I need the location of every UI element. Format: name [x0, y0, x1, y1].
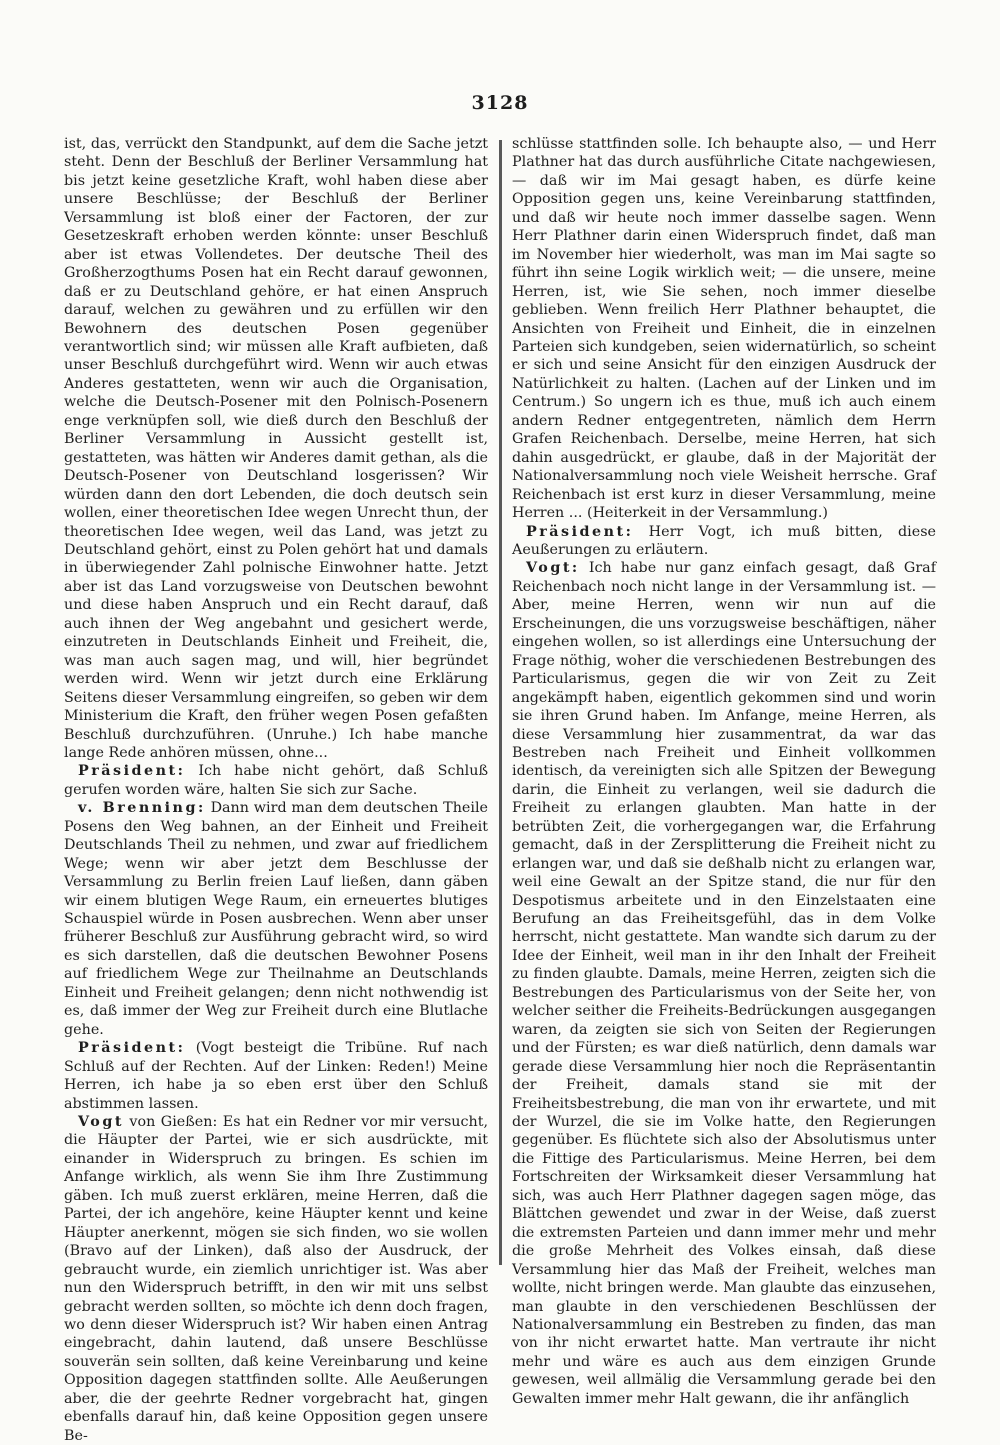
- speaker-name: Präsident:: [526, 523, 634, 540]
- right-column: [512, 135, 937, 1407]
- paragraph: [512, 559, 936, 1408]
- column-divider: [499, 140, 502, 1265]
- paragraph-text: von Gießen: Es hat ein Redner vor mir versucht, die Häupter der Partei, wie er sich ausdrückte, mit einander in Widerspruch zu bringen. Es schien im Anfange wirklich, als wenn Sie ihm Ihre Zustimmung gäben. Ich muß zuerst erklären, meine Herren, daß die Partei, der ich angehöre, keine Häupter kennt und keine Häupter anerkennt, mögen sie sich finden, wo sie wollen (Bravo auf der Linken), daß also der Ausdruck, der gebraucht wurde, ein ziemlich unrichtiger ist. Was aber nun den Widerspruch betrifft, in den wir mit uns selbst gebracht werden sollten, so möchte ich denn doch fragen, wo denn dieser Widerspruch ist? Wir haben einen Antrag eingebracht, dahin lautend, daß unsere Beschlüsse souverän sein sollten, daß keine Vereinbarung und keine Opposition dagegen stattfinden sollte. Alle Aeußerungen aber, die der geehrte Redner vorgebracht hat, gingen ebenfalls darauf hin, daß keine Opposition gegen unsere Be-: [64, 1114, 489, 1444]
- speaker-name: Präsident:: [78, 1040, 186, 1057]
- paragraph-text: Dann wird man dem deutschen Theile Posens den Weg bahnen, an der Einheit und Freiheit Deutschlands Theil zu nehmen, und zwar auf friedlichem Wege; wenn wir aber jetzt dem Beschlusse der Versammlung zu Berlin freien Lauf ließen, dann gäben wir einem blutigen Wege Raum, ein erneuertes blutiges Schauspiel würde in Posen ausbrechen. Wenn aber unser früherer Beschluß zur Ausführung gebracht wird, so wird es sich darstellen, daß die deutschen Bewohner Posens auf friedlichem Wege zur Theilnahme an Deutschlands Einheit und Freiheit gelangen; denn nicht nothwendig ist es, daß immer der Weg zur Freiheit durch eine Blutlache gehe.: [64, 800, 488, 1038]
- paragraph-text: schlüsse stattfinden solle. Ich behaupte also, — und Herr Plathner hat das durch ausführliche Citate nachgewiesen, — daß wir im Mai gesagt haben, es dürfe keine Opposition gegen uns, keine Vereinbarung stattfinden, und daß wir heute noch immer dasselbe sagen. Wenn Herr Plathner darin einen Widerspruch findet, daß man im November hier wiederholt, was man im Mai sagte so führt ihn seine Logik wirklich weit; — die unsere, meine Herren, ist, wie Sie sehen, noch immer dieselbe geblieben. Wenn freilich Herr Plathner behauptet, die Ansichten von Freiheit und Einheit, die in einzelnen Parteien sich kundgeben, seien widernatürlich, so scheint er sich und seine Ansicht für den einzigen Ausdruck der Natürlichkeit zu halten. (Lachen auf der Linken und im Centrum.) So ungern ich es thue, muß ich auch einem andern Redner entgegentreten, nämlich dem Herrn Grafen Reichenbach. Derselbe, meine Herren, hat sich dahin ausgedrückt, er glaube, daß in der Majorität der Nationalversammlung noch viele Weisheit herrsche. Graf Reichenbach ist erst kurz in dieser Versammlung, meine Herren ... (Heiterkeit in der Versammlung.): [512, 136, 936, 522]
- paragraph: [64, 1113, 488, 1445]
- page-number: 3128: [471, 92, 529, 114]
- speaker-name: Präsident:: [78, 763, 186, 780]
- paragraph-text: (Vogt besteigt die Tribüne. Ruf nach Schluß auf der Rechten. Auf der Linken: Reden!) Meine Herren, ich habe ja so eben erst über den Schluß abstimmen lassen.: [64, 1040, 488, 1112]
- speaker-name: Vogt:: [526, 560, 580, 577]
- left-column: [64, 135, 489, 1444]
- speaker-name: v. Brenning:: [78, 800, 206, 817]
- paragraph: [512, 523, 936, 560]
- paragraph-text: Ich habe nicht gehört, daß Schluß gerufen worden wäre, halten Sie sich zur Sache.: [64, 763, 488, 798]
- paragraph-text: Herr Vogt, ich muß bitten, diese Aeußerungen zu erläutern.: [512, 523, 937, 558]
- paragraph: [64, 799, 488, 1039]
- paragraph-text: Ich habe nur ganz einfach gesagt, daß Graf Reichenbach noch nicht lange in der Versammlung ist. — Aber, meine Herren, wenn wir nun auf die Erscheinungen, die uns vorzugsweise beschäftigen, näher eingehen wollen, so ist allerdings eine Untersuchung der Frage nöthig, woher die verschiedenen Bestrebungen des Particularismus, gegen die wir von Zeit zu Zeit angekämpft haben, eigentlich gekommen sind und worin sie ihren Grund haben. Im Anfange, meine Herren, als diese Versammlung hier zusammentrat, da war das Bestreben nach Freiheit und Einheit vollkommen identisch, da vereinigten sich alle Spitzen der Bewegung darin, die Einheit zu verlangen, weil sie dadurch die Freiheit zu erlangen glaubten. Man hatte in der betrübten Zeit, die vorhergegangen war, die Erfahrung gemacht, daß in der Zersplitterung die Freiheit nicht zu erlangen war, und daß sie deßhalb nicht zu erlangen war, weil eine Gewalt an der Spitze stand, die nur für den Despotismus arbeitete und in den Einzelstaaten eine Berufung an das Freiheitsgefühl, das in dem Volke herrscht, nicht gestattete. Man wandte sich darum zu der Idee der Einheit, weil man in ihr den Inhalt der Freiheit zu finden glaubte. Damals, meine Herren, zeigten sich die Bestrebungen des Particularismus von der Seite her, von welcher seither die Freiheits-Bedrückungen ausgegangen waren, da zeigten sie sich von Seiten der Regierungen und der Fürsten; es war dieß natürlich, denn damals war gerade diese Versammlung hier noch die Repräsentantin der Freiheit, damals stand sie mit der Freiheitsbestrebung, die man von ihr erwartete, und mit der Wurzel, die sie im Volke hatte, den Regierungen gegenüber. Es flüchtete sich also der Absolutismus unter die Fittige des Particularismus. Meine Herren, bei dem Fortschreiten der Wirksamkeit dieser Versammlung hat sich, was auch Herr Plathner dagegen sagen möge, das Blättchen gewendet und zwar in der Weise, daß zuerst die extremsten Parteien und dann immer mehr und mehr die große Mehrheit des Volkes einsah, daß diese Versammlung hier das Maß der Freiheit, welches man wollte, nicht bringen werde. Man glaubte das einzusehen, man glaubte in den verschiedenen Beschlüssen der Nationalversammlung ein Bestreben zu finden, das man von ihr nicht erwartet hatte. Man vertraute ihr nicht mehr und wäre es auch aus dem einzigen Grunde gewesen, weil allmälig die Versammlung gerade bei den Gewalten immer mehr Halt gewann, die ihr anfänglich: [512, 560, 937, 1407]
- paragraph: [64, 762, 488, 799]
- paragraph: [512, 135, 936, 523]
- paragraph: [64, 135, 488, 762]
- speaker-name: Vogt: [78, 1114, 124, 1131]
- paragraph: [64, 1039, 488, 1113]
- paragraph-text: ist, das, verrückt den Standpunkt, auf dem die Sache jetzt steht. Denn der Beschluß der Berliner Versammlung hat bis jetzt keine gesetzliche Kraft, wohl haben diese aber unsere Beschlüsse; der Beschluß der Berliner Versammlung ist bloß einer der Factoren, der zur Gesetzeskraft erhoben werden könnte: unser Beschluß aber ist etwas Vollendetes. Der deutsche Theil des Großherzogthums Posen hat ein Recht darauf gewonnen, daß er zu Deutschland gehöre, er hat einen Anspruch darauf, welchen zu gewähren und zu erfüllen wir den Bewohnern des deutschen Posen gegenüber verantwortlich sind; wir müssen alle Kraft aufbieten, daß unser Beschluß durchgeführt wird. Wenn wir auch etwas Anderes gestatteten, wenn wir auch die Organisation, welche die Deutsch-Posener mit den Polnisch-Posenern enge verknüpfen soll, wie dieß durch den Beschluß der Berliner Versammlung in Aussicht gestellt ist, gestatteten, was hätten wir Anderes damit gethan, als die Deutsch-Posener von Deutschland losgerissen? Wir würden dann den dort Lebenden, die doch deutsch sein wollen, einer theoretischen Idee wegen Unrecht thun, der theoretischen Idee wegen, weil das Land, was jetzt zu Deutschland gehört, einst zu Polen gehört hat und damals in überwiegender Zahl polnische Einwohner hatte. Jetzt aber ist das Land vorzugsweise von Deutschen bewohnt und diese haben Anspruch und ein Recht darauf, daß auch ihnen der Weg angebahnt und gesichert werde, einzutreten in Deutschlands Einheit und Freiheit, die, was man auch sagen mag, und will, hier begründet werden wird. Wenn wir jetzt durch eine Erklärung Seitens dieser Versammlung eingreifen, so geben wir dem Ministerium die Kraft, den früher wegen Posen gefaßten Beschluß durchzuführen. (Unruhe.) Ich habe manche lange Rede anhören müssen, ohne...: [64, 136, 488, 761]
